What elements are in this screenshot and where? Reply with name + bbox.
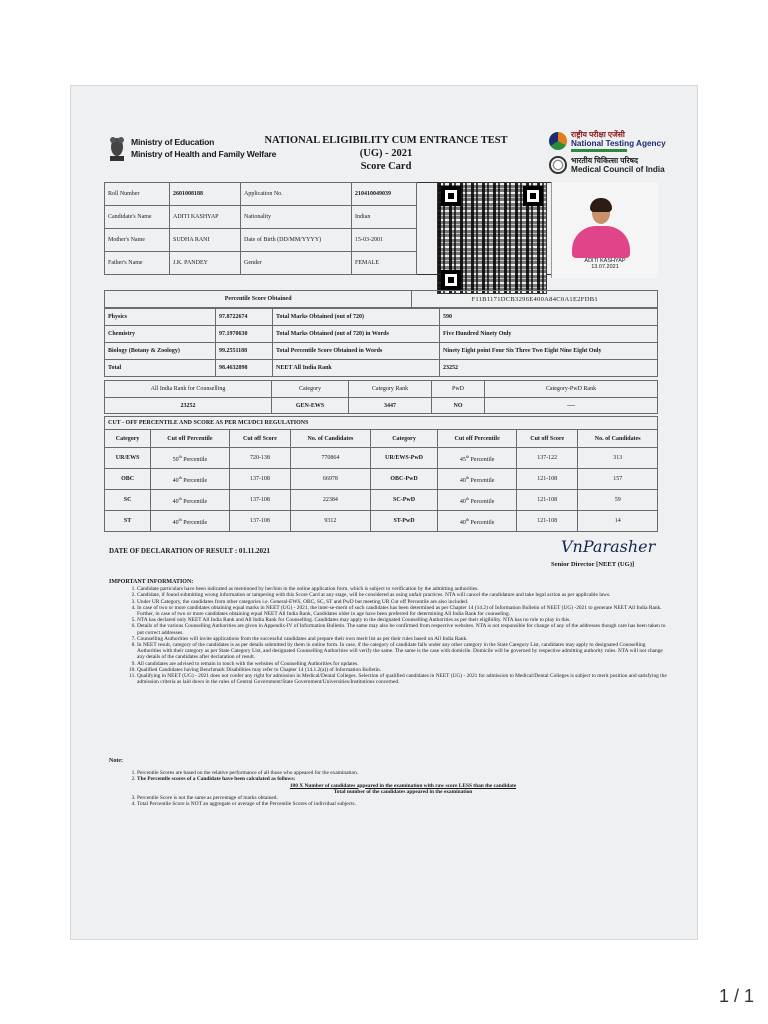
percentile-number: 50 — [172, 456, 179, 463]
photo-caption-name: ADITI KASHYAP — [584, 258, 626, 264]
cutoff-header: Cut off Percentile — [151, 430, 230, 448]
cutoff-row — [105, 448, 658, 469]
rank-header-air: All India Rank for Counselling — [105, 381, 272, 398]
info-item: 2. Candidate, if found submitting wrong information or tampering with this Score Card at any stage, will be considered as using unfair practices. NTA will cancel the candidature and take legal action as per applicable laws. — [137, 592, 669, 598]
info-item: 11. Qualifying in NEET (UG) - 2021 does not confer any right for admission in Medical/Dental Colleges. Selection of qualified candidates in NEET (UG) - 2021 for admission to Medical/Dental Colleges is subject to merit position and satisfying the admission criteria as laid down in the rules of Central Government/State Government/Universities/Institutions concerned. — [137, 673, 669, 685]
info-item: 9. All candidates are advised to remain in touch with the websites of Counselling Authorities for updates. — [137, 661, 669, 667]
rank-pwd-rank-value: ---- — [485, 398, 658, 414]
percentile-number: 40 — [172, 477, 179, 484]
nationality: Indian — [352, 206, 417, 229]
cutoff-percentile — [438, 469, 517, 490]
cutoff-n1: 22384 — [291, 490, 370, 511]
score-pct: 99.2551188 — [216, 343, 273, 360]
info-item: 5. NTA has declared only NEET All India Rank and All India Rank for Counselling. Candidates may apply to the designated Counselling Authorities as per their eligibility. NTA has no role to play in this. — [137, 617, 669, 623]
score-card-page — [71, 86, 697, 939]
percentile-ordinal: th — [465, 474, 469, 480]
cutoff-percentile — [151, 511, 230, 532]
cutoff-c2: UR/EWS-PwD — [370, 448, 438, 469]
cutoff-percentile — [438, 511, 517, 532]
gender-label: Gender — [241, 252, 352, 275]
percentile-word: Percentile — [470, 498, 495, 505]
cutoff-n1: 770864 — [291, 448, 370, 469]
cutoff-c1: UR/EWS — [105, 448, 151, 469]
national-emblem-icon — [107, 134, 127, 164]
percentile-ordinal: th — [178, 516, 182, 522]
cutoff-percentile — [151, 490, 230, 511]
score-subject: Total — [105, 360, 216, 377]
cutoff-title: CUT - OFF PERCENTILE AND SCORE AS PER MCI/DCI REGULATIONS — [105, 417, 658, 430]
cutoff-n2: 14 — [578, 511, 658, 532]
nta-name: National Testing Agency — [571, 139, 666, 148]
signature: VnParasher — [561, 537, 656, 556]
score-value: Ninety Eight point Four Six Three Two Eight Nine Eight Only — [440, 343, 658, 360]
cutoff-c1: OBC — [105, 469, 151, 490]
score-pct: 97.1970630 — [216, 326, 273, 343]
rank-pwd-value: NO — [432, 398, 485, 414]
percentile-ordinal: th — [178, 474, 182, 480]
percentile-word: Percentile — [470, 456, 495, 463]
note-item-4: 4. Total Percentile Score is NOT an aggregate or average of the Percentile Scores of individual subjects. — [137, 801, 669, 807]
notes — [109, 758, 669, 807]
rank-category-rank-value: 3447 — [349, 398, 432, 414]
info-item: 1. Candidate particulars have been indicated as mentioned by her/him in the online application form, which is subject to verification by the admitting authorities. — [137, 586, 669, 592]
note-item-2-text: The Percentile scores of a Candidate have been calculated as follows: — [137, 776, 296, 783]
cutoff-row — [105, 469, 658, 490]
qr-code — [437, 182, 547, 294]
percentile-number: 45 — [459, 456, 466, 463]
percentile-header: Percentile Score Obtained — [105, 291, 412, 308]
cutoff-c1: ST — [105, 511, 151, 532]
note-item-1: 1. Percentile Scores are based on the relative performance of all those who appeared for the examination. — [137, 770, 669, 776]
score-row — [105, 326, 658, 343]
page-indicator: 1 / 1 — [718, 986, 754, 1006]
nationality-label: Nationality — [241, 206, 352, 229]
date-of-birth: 15-03-2001 — [352, 229, 417, 252]
percentile-ordinal: th — [465, 453, 469, 459]
cutoff-s1: 720-138 — [229, 448, 291, 469]
cutoff-s2: 121-108 — [516, 511, 578, 532]
cutoff-n2: 313 — [578, 448, 658, 469]
dob-label: Date of Birth (DD/MM/YYYY) — [241, 229, 352, 252]
ministry-health: Ministry of Health and Family Welfare — [131, 149, 277, 159]
cutoff-c2: ST-PwD — [370, 511, 438, 532]
cutoff-header: Category — [370, 430, 438, 448]
important-title: IMPORTANT INFORMATION: — [109, 579, 194, 585]
percentile-word: Percentile — [183, 477, 208, 484]
signature-caption: Senior Director [NEET (UG)] — [551, 561, 635, 568]
cutoff-header: No. of Candidates — [578, 430, 658, 448]
score-subject: Biology (Botany & Zoology) — [105, 343, 216, 360]
title-line-1: NATIONAL ELIGIBILITY CUM ENTRANCE TEST — [264, 135, 508, 146]
cutoff-c2: SC-PwD — [370, 490, 438, 511]
percentile-word: Percentile — [183, 519, 208, 526]
cutoff-header: Cut off Score — [516, 430, 578, 448]
score-label: Total Percentile Score Obtained in Words — [273, 343, 440, 360]
cutoff-c1: SC — [105, 490, 151, 511]
mother-name: SUDHA RANI — [170, 229, 241, 252]
nta-block — [549, 130, 666, 174]
score-value: Five Hundred Ninety Only — [440, 326, 658, 343]
cutoff-percentile — [438, 448, 517, 469]
percentile-ordinal: th — [465, 495, 469, 501]
score-label: Total Marks Obtained (out of 720) in Words — [273, 326, 440, 343]
cutoff-percentile — [151, 448, 230, 469]
percentile-word: Percentile — [183, 498, 208, 505]
note-item-3: 3. Percentile Score is not the same as percentage of marks obtained. — [137, 795, 669, 801]
mci-name: Medical Council of India — [571, 165, 665, 174]
photo-caption-date: 13.07.2021 — [591, 264, 619, 270]
rank-header-category-rank: Category Rank — [349, 381, 432, 398]
score-label: NEET All India Rank — [273, 360, 440, 377]
nta-hindi-name: राष्ट्रीय परीक्षा एजेंसी — [571, 130, 625, 139]
note-item-2 — [137, 776, 669, 795]
percentile-word: Percentile — [470, 519, 495, 526]
rank-air-value: 23252 — [105, 398, 272, 414]
mci-hindi-name: भारतीय चिकित्सा परिषद — [571, 156, 638, 165]
percentile-ordinal: th — [465, 516, 469, 522]
gender: FEMALE — [352, 252, 417, 275]
cutoff-table — [104, 416, 658, 532]
father-name: J.K. PANDEY — [170, 252, 241, 275]
formula-numerator: 100 X Number of candidates appeared in the examination with raw score LESS than the candidate — [289, 782, 517, 789]
cutoff-row — [105, 490, 658, 511]
cutoff-s2: 121-108 — [516, 490, 578, 511]
cutoff-s1: 137-108 — [229, 511, 291, 532]
cutoff-n1: 9312 — [291, 511, 370, 532]
score-value: 590 — [440, 309, 658, 326]
percentile-number: 40 — [459, 519, 466, 526]
cutoff-s2: 137-122 — [516, 448, 578, 469]
mother-label: Mother's Name — [105, 229, 170, 252]
percentile-word: Percentile — [470, 477, 495, 484]
cutoff-header: Cut off Score — [229, 430, 291, 448]
rank-header-category: Category — [272, 381, 349, 398]
application-number: 210410049039 — [352, 183, 417, 206]
title-line-2: (UG) - 2021 — [359, 148, 413, 159]
cutoff-header: No. of Candidates — [291, 430, 370, 448]
note-title: Note: — [109, 758, 123, 764]
percentile-table — [104, 290, 658, 308]
info-item: 7. Counselling Authorities will invite applications from the successful candidates and prepare their own merit list as per their rules based on All India Rank. — [137, 636, 669, 642]
rank-category-value: GEN-EWS — [272, 398, 349, 414]
score-subject: Physics — [105, 309, 216, 326]
info-item: 8. In NEET result, category of the candidates is as per details submitted by them in online form. In case, if the category of candidate falls under any other category in the State Category List, candidates may apply to designated Counselling Authorities with their category as per State Category List, and designated Counselling Authorities will verify the same. The same is the case with domicile. Domicile will be governed by respective admitting authority rules. NTA will not change any details of the candidates after declaration of result. — [137, 642, 669, 661]
roll-number: 2601008188 — [170, 183, 241, 206]
cutoff-percentile — [438, 490, 517, 511]
info-item: 10. Qualified Candidates having Benchmark Disabilities may refer to Chapter 14 (14.1.2(a)) of Information Bulletin. — [137, 667, 669, 673]
percentile-number: 40 — [459, 498, 466, 505]
cutoff-c2: OBC-PwD — [370, 469, 438, 490]
rank-header-pwd: PwD — [432, 381, 485, 398]
score-value: 23252 — [440, 360, 658, 377]
info-item: 6. Details of the various Counselling Authorities are given in Appendix-IV of Information Bulletin. The same may also be confirmed from respective websites. NTA is not responsible for change of any of the addresses though care has been taken to put correct addresses. — [137, 623, 669, 635]
subject-scores-table — [104, 308, 658, 377]
candidate-name: ADITI KASHYAP — [170, 206, 241, 229]
page-title — [241, 134, 531, 173]
nta-logo-icon — [549, 132, 567, 150]
percentile-ordinal: th — [178, 495, 182, 501]
percentile-ordinal: th — [178, 453, 182, 459]
cutoff-n2: 157 — [578, 469, 658, 490]
percentile-word: Percentile — [183, 456, 208, 463]
score-pct: 98.4632898 — [216, 360, 273, 377]
rank-table — [104, 380, 658, 414]
title-line-3: Score Card — [360, 161, 412, 172]
percentile-number: 40 — [172, 498, 179, 505]
cutoff-n2: 59 — [578, 490, 658, 511]
cutoff-row — [105, 511, 658, 532]
mci-logo-icon — [549, 156, 567, 174]
formula-denominator: Total number of the candidates appeared in the examination — [333, 788, 473, 795]
cutoff-header: Category — [105, 430, 151, 448]
ministry-education: Ministry of Education — [131, 137, 215, 147]
roll-label: Roll Number — [105, 183, 170, 206]
score-row — [105, 309, 658, 326]
percentile-number: 40 — [459, 477, 466, 484]
declaration-date: DATE OF DECLARATION OF RESULT : 01.11.2021 — [109, 547, 271, 555]
cutoff-s2: 121-108 — [516, 469, 578, 490]
cutoff-n1: 66978 — [291, 469, 370, 490]
name-label: Candidate's Name — [105, 206, 170, 229]
important-information — [109, 579, 669, 685]
cutoff-s1: 137-108 — [229, 490, 291, 511]
percentile-number: 40 — [172, 519, 179, 526]
score-code: F11B1171DCB3296E400A84C0A1E2FDB1 — [412, 291, 658, 308]
rank-header-pwd-rank: Category-PwD Rank — [485, 381, 658, 398]
percentile-formula — [137, 783, 669, 795]
father-label: Father's Name — [105, 252, 170, 275]
score-label: Total Marks Obtained (out of 720) — [273, 309, 440, 326]
application-label: Application No. — [241, 183, 352, 206]
info-item: 4. In case of two or more candidates obtaining equal marks in NEET (UG) - 2021, the inter-se-merit of such candidates has been determined as per Chapter 14 (14.2) of Information Bulletin of NEET (UG) -2021 to generate NEET All India Rank. Further, in case of two or more candidates obtaining equal NEET All India Rank, Candidates older in age have been preferred for determining All India Rank for counseling. — [137, 605, 669, 617]
candidate-photo — [551, 182, 658, 278]
nta-underline — [571, 149, 627, 152]
score-subject: Chemistry — [105, 326, 216, 343]
cutoff-header: Cut off Percentile — [438, 430, 517, 448]
cutoff-s1: 137-108 — [229, 469, 291, 490]
score-row — [105, 343, 658, 360]
score-pct: 97.8722674 — [216, 309, 273, 326]
info-item: 3. Under UR Category, the candidates from other categories i.e. General-EWS, OBC, SC, ST and PwD but meeting UR Cut off Percentile are also included. — [137, 599, 669, 605]
cutoff-percentile — [151, 469, 230, 490]
score-row — [105, 360, 658, 377]
